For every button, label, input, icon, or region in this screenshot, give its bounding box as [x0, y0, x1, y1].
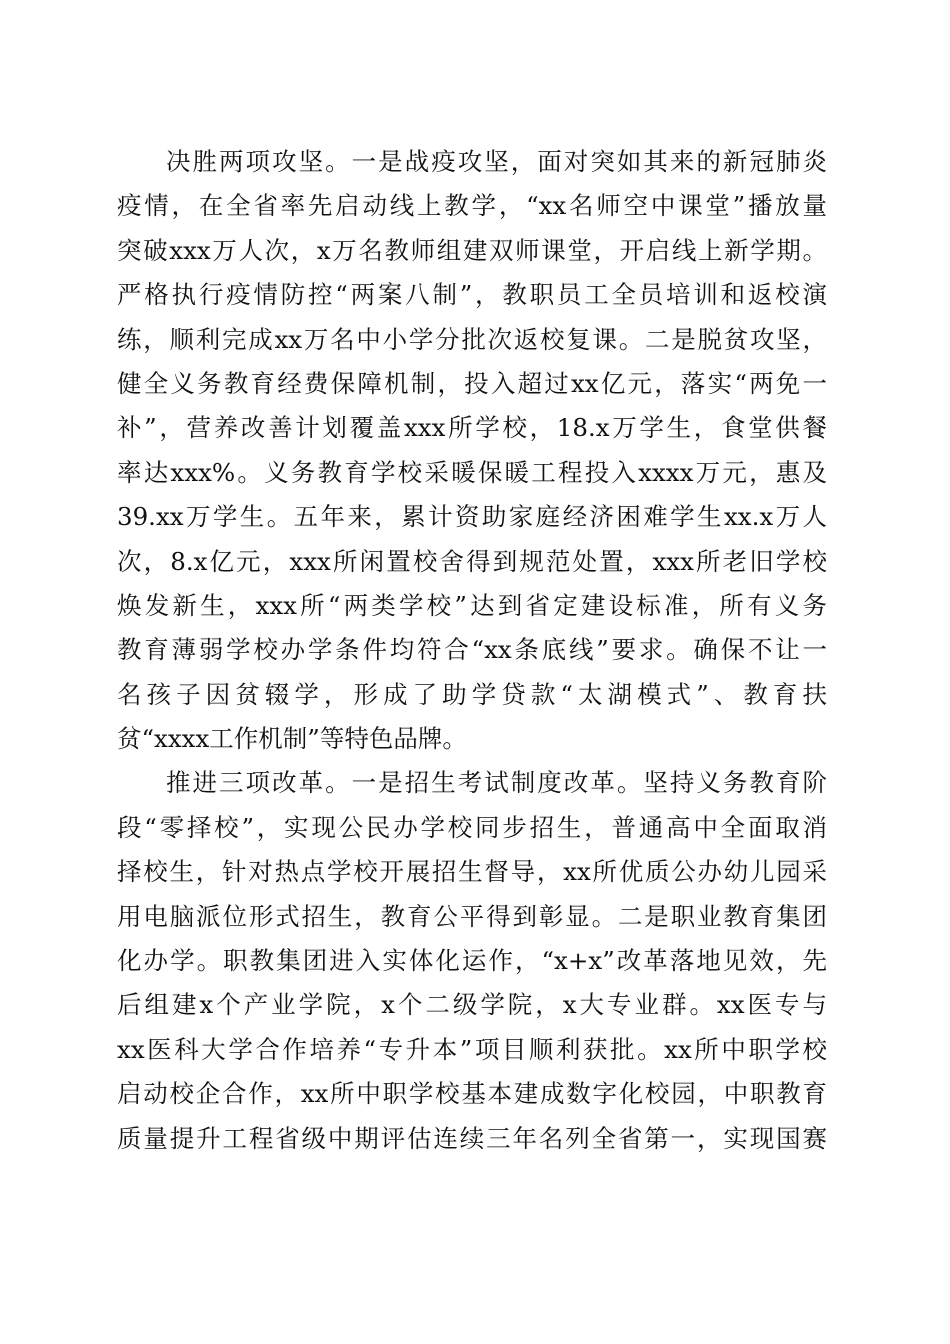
text-line: 补”，营养改善计划覆盖xxx所学校，18.x万学生，食堂供餐 — [117, 413, 827, 443]
text-line: 率达xxx%。义务教育学校采暖保暖工程投入xxxx万元，惠及 — [117, 457, 827, 487]
text-line: xx医科大学合作培养“专升本”项目顺利获批。xx所中职学校 — [117, 1034, 827, 1064]
text-line: 教育薄弱学校办学条件均符合“xx条底线”要求。确保不让一 — [117, 635, 827, 665]
text-line: 推进三项改革。一是招生考试制度改革。坚持义务教育阶 — [166, 768, 827, 798]
text-line: 焕发新生，xxx所“两类学校”达到省定建设标准，所有义务 — [117, 590, 827, 620]
text-line: 突破xxx万人次，x万名教师组建双师课堂，开启线上新学期。 — [117, 235, 827, 265]
text-line: 疫情，在全省率先启动线上教学，“xx名师空中课堂”播放量 — [117, 191, 827, 221]
paragraph-two-tasks — [117, 140, 827, 761]
text-line: 次，8.x亿元，xxx所闲置校舍得到规范处置，xxx所老旧学校 — [117, 546, 827, 576]
text-line: 练，顺利完成xx万名中小学分批次返校复课。二是脱贫攻坚， — [117, 324, 827, 354]
text-line: 名孩子因贫辍学，形成了助学贷款“太湖模式”、教育扶 — [117, 679, 827, 709]
text-line: 启动校企合作，xx所中职学校基本建成数字化校园，中职教育 — [117, 1079, 827, 1109]
text-line: 决胜两项攻坚。一是战疫攻坚，面对突如其来的新冠肺炎 — [166, 147, 827, 176]
text-line: 化办学。职教集团进入实体化运作，“x+x”改革落地见效，先 — [117, 946, 827, 976]
text-line: 后组建x个产业学院，x个二级学院，x大专业群。xx医专与 — [117, 990, 827, 1020]
text-line: 贫“xxxx工作机制”等特色品牌。 — [117, 724, 467, 754]
paragraph-three-reforms — [117, 761, 827, 1161]
text-line: 健全义务教育经费保障机制，投入超过xx亿元，落实“两免一 — [117, 368, 827, 398]
text-line: 质量提升工程省级中期评估连续三年名列全省第一，实现国赛 — [117, 1123, 827, 1153]
text-line: 择校生，针对热点学校开展招生督导，xx所优质公办幼儿园采 — [117, 857, 827, 887]
text-line: 严格执行疫情防控“两案八制”，教职员工全员培训和返校演 — [117, 280, 827, 310]
text-line: 段“零择校”，实现公民办学校同步招生，普通高中全面取消 — [117, 812, 827, 842]
text-line: 39.xx万学生。五年来，累计资助家庭经济困难学生xx.x万人 — [117, 502, 827, 532]
text-line: 用电脑派位形式招生，教育公平得到彰显。二是职业教育集团 — [117, 901, 827, 931]
document-body — [117, 140, 827, 1161]
